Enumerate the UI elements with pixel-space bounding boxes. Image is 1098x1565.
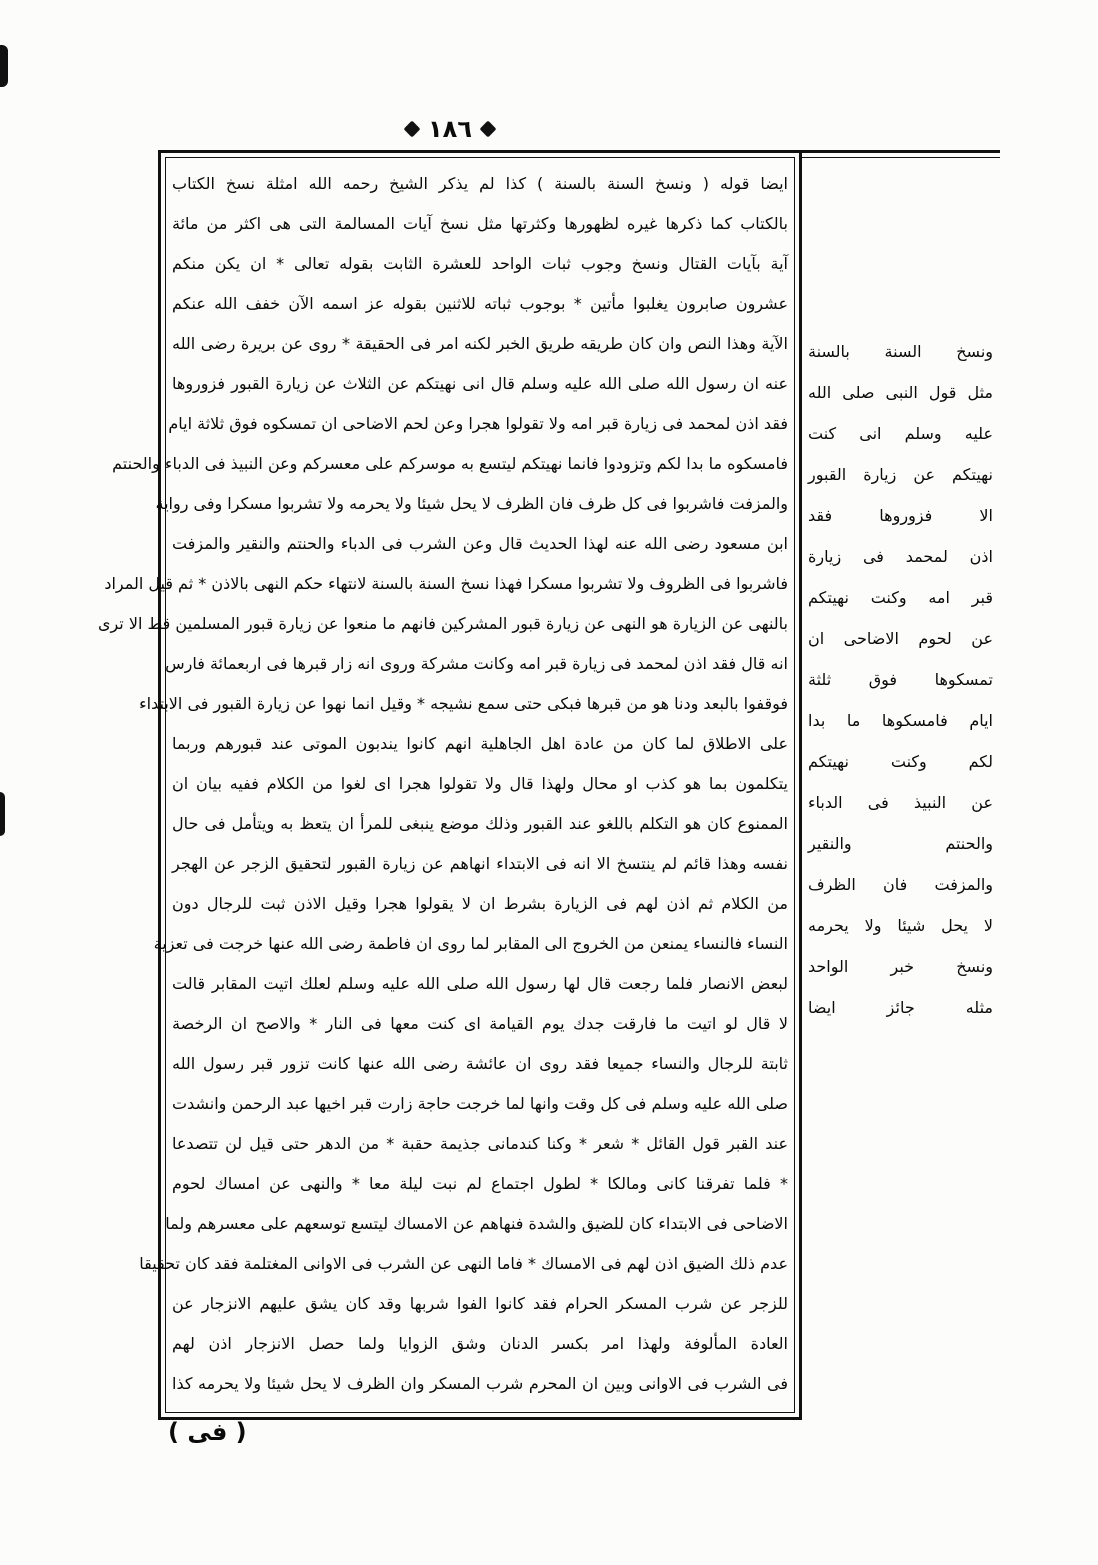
text-line: والمزفت فاشربوا فى كل ظرف فان الظرف لا يحل شيئا ولا يحرمه ولا تشربوا مسكرا وفى رواية — [155, 494, 788, 513]
text-line: عند القبر قول القائل * شعر * وكنا كندمانى جذيمة حقبة * من الدهر حتى قيل لن تتصدعا — [172, 1134, 788, 1153]
margin-line: اذن لمحمد فى زيارة — [808, 547, 993, 566]
text-line: عنه ان رسول الله صلى الله عليه وسلم قال انى نهيتكم عن الثلاث عن زيارة القبور فزوروها — [172, 374, 788, 393]
text-line: نفسه وهذا قائم لم ينتسخ الا انه فى الابتداء انهاهم عن زيارة القبور لتحقيق الزجر عن الهجر — [172, 854, 788, 873]
text-line: انه قال فقد اذن لمحمد فى زيارة قبر امه وكانت مشركة وروى انه زار قبرها فى اربعمائة فارس — [165, 654, 788, 673]
text-line: عدم ذلك الضيق اذن لهم فى الامساك * فاما النهى عن الشرب فى الاوانى المغتلمة فقد كان تحقيقا — [139, 1254, 788, 1273]
text-line: * فلما تفرقنا كانى ومالكا * لطول اجتماع لم نبت ليلة معا * والنهى عن امساك لحوم — [172, 1174, 788, 1193]
margin-line: مثل قول النبى صلى الله — [808, 383, 993, 402]
margin-line: الا فزوروها فقد — [808, 506, 993, 525]
text-line: الاضاحى فى الابتداء كان للضيق والشدة فنهاهم عن الامساك ليتسع توسعهم على معسرهم ولما — [165, 1214, 788, 1233]
text-line: صلى الله عليه وسلم فى كل وقت وانها لما خرجت حاجة زارت قبر اخيها عبد الرحمن وانشدت — [172, 1094, 788, 1113]
text-line: عشرون صابرون يغلبوا مأتين * بوجوب ثباته للاثنين بقوله عز اسمه الآن خفف الله عنكم — [172, 294, 788, 313]
top-rule-thin — [800, 157, 1000, 158]
text-line: فى الشرب فى الاوانى وبين ان المحرم شرب المسكر وان الظرف لا يحل شيئا ولا يحرمه كذا — [172, 1374, 788, 1393]
margin-line: لا يحل شيئا ولا يحرمه — [808, 916, 993, 935]
text-line: فقد اذن لمحمد فى زيارة قبر امه ولا تقولوا هجرا وعن لحم الاضاحى ان تمسكوه فوق ثلاثة ايام — [168, 414, 788, 433]
main-text-block — [97, 164, 788, 1404]
text-line: بالكتاب كما ذكرها غيره لظهورها وكثرتها مثل نسخ آيات المسالمة التى هى اكثر من مائة — [172, 214, 788, 233]
text-line: لبعض الانصار فلما رجعت قال لها رسول الله صلى الله عليه وسلم لعلك اتيت المقابر قالت — [172, 974, 788, 993]
text-line: ثابتة للرجال والنساء جميعا فقد روى ان عائشة رضى الله عنها كانت تزور قبر رسول الله — [172, 1054, 788, 1073]
text-line: آية بآيات القتال ونسخ وجوب ثبات الواحد للعشرة الثابت بقوله تعالى * ان يكن منكم — [172, 254, 788, 273]
catchword: ( فى ) — [168, 1418, 247, 1446]
margin-line: عليه وسلم انى كنت — [808, 424, 993, 443]
text-line: ابن مسعود رضى الله عنه لهذا الحديث قال وعن الشرب فى الدباء والحنتم والنقير والمزفت — [172, 534, 788, 553]
margin-line: لكم وكنت نهيتكم — [808, 752, 993, 771]
page-number — [385, 110, 515, 148]
margin-line: والمزفت فان الظرف — [808, 875, 993, 894]
text-line: فوقفوا بالبعد ودنا هو من قبرها فبكى حتى سمع نشيجه * وقيل انما نهوا عن زيارة القبور فى الابتداء — [139, 694, 788, 713]
margin-line: تمسكوها فوق ثلثة — [808, 670, 993, 689]
margin-line: ونسخ خبر الواحد — [808, 957, 993, 976]
ornament-right — [479, 121, 496, 138]
scan-mark-middle — [0, 792, 5, 836]
text-line: من الكلام ثم اذن لهم فى الزيارة بشرط ان لا يقولوا هجرا وقيل الاذن ثبت للرجال دون — [172, 894, 788, 913]
margin-line: والحنتم والنقير — [808, 834, 993, 853]
text-line: يتكلمون بما هو كذب او محال ولهذا قال ولا تقولوا هجرا اى لغوا من الكلام ففيه بيان ان — [172, 774, 788, 793]
margin-line: عن لحوم الاضاحى ان — [808, 629, 993, 648]
text-line: بالنهى عن الزيارة هو النهى عن زيارة قبور المشركين فانهم ما منعوا عن زيارة قبور المسلمين قط الا ترى — [97, 614, 788, 633]
text-line: فامسكوه ما بدا لكم وتزودوا فانما نهيتكم ليتسع به موسركم على معسركم وعن النبيذ فى الدباء والحنتم — [112, 454, 788, 473]
text-line: العادة المألوفة ولهذا امر بكسر الدنان وشق الزوايا ولما حصل الانزجار اذن لهم — [172, 1334, 788, 1353]
page-number-text: ١٨٦ — [428, 115, 472, 143]
text-line: الآية وهذا النص وان كان طريقه طريق الخبر لكنه امر فى الحقيقة * روى عن بريرة رضى الله — [172, 334, 788, 353]
text-line: النساء فالنساء يمنعن من الخروج الى المقابر لما روى ان فاطمة رضى الله عنها خرجت فى تعزية — [153, 934, 788, 953]
margin-line: عن النبيذ فى الدباء — [808, 793, 993, 812]
text-line: الممنوع كان هو التكلم باللغو عند القبور وذلك موضع ينبغى للمرأ ان يتعظ به ويتأمل فى حال — [172, 814, 788, 833]
scan-mark-top — [0, 45, 8, 87]
ornament-left — [404, 121, 421, 138]
margin-line: نهيتكم عن زيارة القبور — [808, 465, 993, 484]
text-line: فاشربوا فى الظروف ولا تشربوا مسكرا فهذا نسخ السنة بالسنة لانتهاء حكم النهى بالاذن * ثم قيل المراد — [104, 574, 788, 593]
top-rule-thick — [800, 150, 1000, 153]
text-line: ايضا قوله ( ونسخ السنة بالسنة ) كذا لم يذكر الشيخ رحمه الله امثلة نسخ الكتاب — [172, 174, 788, 193]
margin-line: مثله جائز ايضا — [808, 998, 993, 1017]
margin-line: ايام فامسكوها ما بدا — [808, 711, 993, 730]
margin-text-block — [808, 331, 993, 1028]
text-line: للزجر عن شرب المسكر الحرام فقد كانوا الفوا شربها وقد كان يشق عليهم الانزجار عن — [172, 1294, 788, 1313]
text-line: على الاطلاق لما كان من عادة اهل الجاهلية انهم كانوا يندبون الموتى عند قبورهم وربما — [172, 734, 788, 753]
margin-line: قبر امه وكنت نهيتكم — [808, 588, 993, 607]
margin-line: ونسخ السنة بالسنة — [808, 342, 993, 361]
text-line: لا قال لو اتيت ما فارقت جدك يوم القيامة اى كنت معها فى النار * والاصح ان الرخصة — [172, 1014, 788, 1033]
